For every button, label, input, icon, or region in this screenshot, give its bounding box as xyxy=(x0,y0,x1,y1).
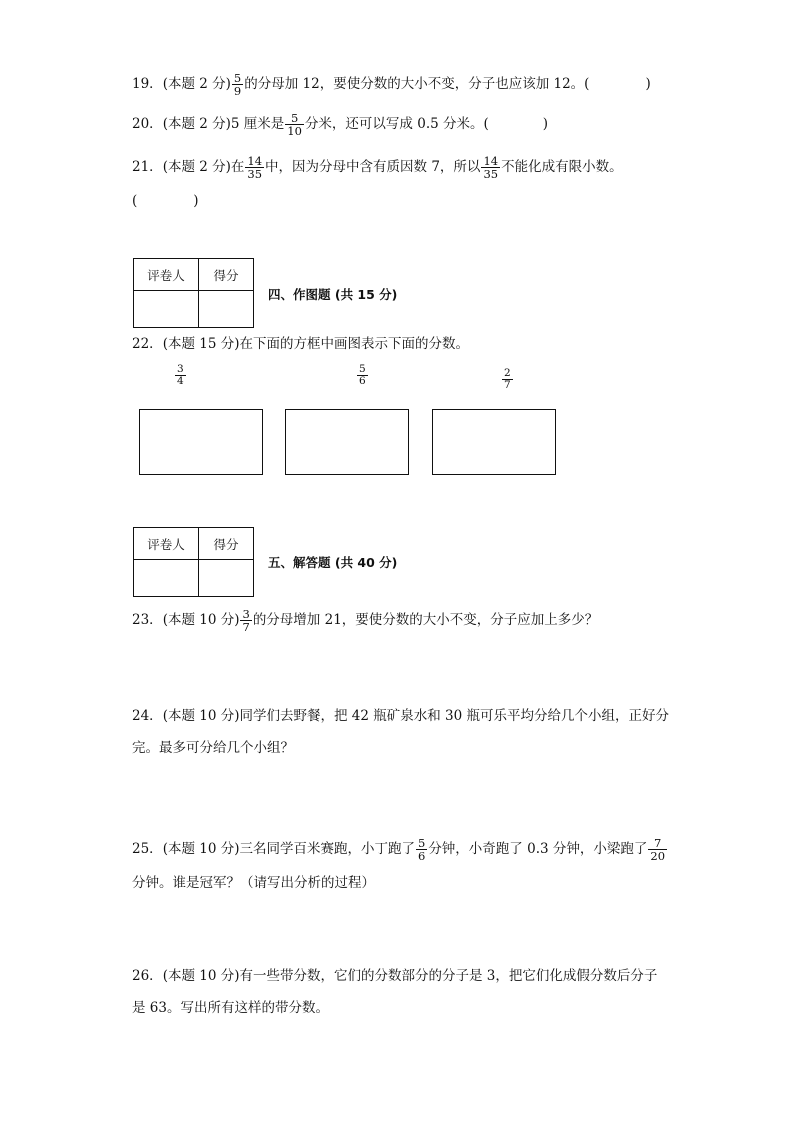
question-24: 24．(本题 10 分)同学们去野餐，把 42 瓶矿泉水和 30 瓶可乐平均分给几个小组，正好分 xyxy=(132,708,670,724)
grader-cell[interactable] xyxy=(134,291,199,328)
question-20: 20．(本题 2 分)5 厘米是 $\frac{5}{10}$ 分米，还可以写成 0.5 分米。( ) xyxy=(132,111,549,138)
score-header: 得分 xyxy=(199,528,254,560)
question-26: 26．(本题 10 分)有一些带分数，它们的分数部分的分子是 3，把它们化成假分数后分子 xyxy=(132,968,658,984)
question-19: 19．(本题 2 分) $\frac{5}{9}$ 的分母加 12，要使分数的大小不变，分子也应该加 12。( ) xyxy=(132,71,651,98)
drawing-box[interactable] xyxy=(285,409,409,475)
score-cell[interactable] xyxy=(199,560,254,597)
question-25-line-2: 分钟。谁是冠军？（请写出分析的过程） xyxy=(132,875,375,891)
drawing-box[interactable] xyxy=(139,409,263,475)
section-4-title: 四、作图题 (共 15 分) xyxy=(268,287,398,302)
fraction-label: $\frac{2}{7}$ xyxy=(504,367,511,391)
answer-parens-21: ( ) xyxy=(132,193,199,209)
fraction: $\frac{14}{35}$ xyxy=(483,154,499,181)
fraction-label: $\frac{5}{6}$ xyxy=(359,363,366,387)
fraction: $\frac{5}{6}$ xyxy=(417,836,426,863)
grader-cell[interactable] xyxy=(134,560,199,597)
question-26-line-2: 是 63。写出所有这样的带分数。 xyxy=(132,1000,329,1016)
score-table xyxy=(133,527,254,597)
score-cell[interactable] xyxy=(199,291,254,328)
drawing-box[interactable] xyxy=(432,409,556,475)
fraction: $\frac{3}{7}$ xyxy=(242,607,250,634)
grader-header: 评卷人 xyxy=(134,259,199,291)
fraction-label: $\frac{3}{4}$ xyxy=(177,363,184,387)
question-22: 22．(本题 15 分)在下面的方框中画图表示下面的分数。 xyxy=(132,336,469,352)
fraction: $\frac{14}{35}$ xyxy=(247,154,263,181)
question-23: 23．(本题 10 分) $\frac{3}{7}$ 的分母增加 21，要使分数的大小不变，分子应加上多少？ xyxy=(132,607,599,634)
score-header: 得分 xyxy=(199,259,254,291)
grader-header: 评卷人 xyxy=(134,528,199,560)
fraction: $\frac{7}{20}$ xyxy=(650,836,666,863)
question-24-line-2: 完。最多可分给几个小组？ xyxy=(132,740,294,756)
question-21: 21．(本题 2 分)在 $\frac{14}{35}$ 中，因为分母中含有质因数 7，所以 $\frac{14}{35}$ 不能化成有限小数。 xyxy=(132,154,623,181)
fraction: $\frac{5}{10}$ xyxy=(287,111,302,138)
question-25: 25．(本题 10 分)三名同学百米赛跑，小丁跑了 $\frac{5}{6}$ 分钟，小奇跑了 0.3 分钟，小梁跑了 $\frac{7}{20}$ xyxy=(132,836,666,863)
section-5-title: 五、解答题 (共 40 分) xyxy=(268,555,398,570)
score-table xyxy=(133,258,254,328)
fraction: $\frac{5}{9}$ xyxy=(233,71,242,98)
